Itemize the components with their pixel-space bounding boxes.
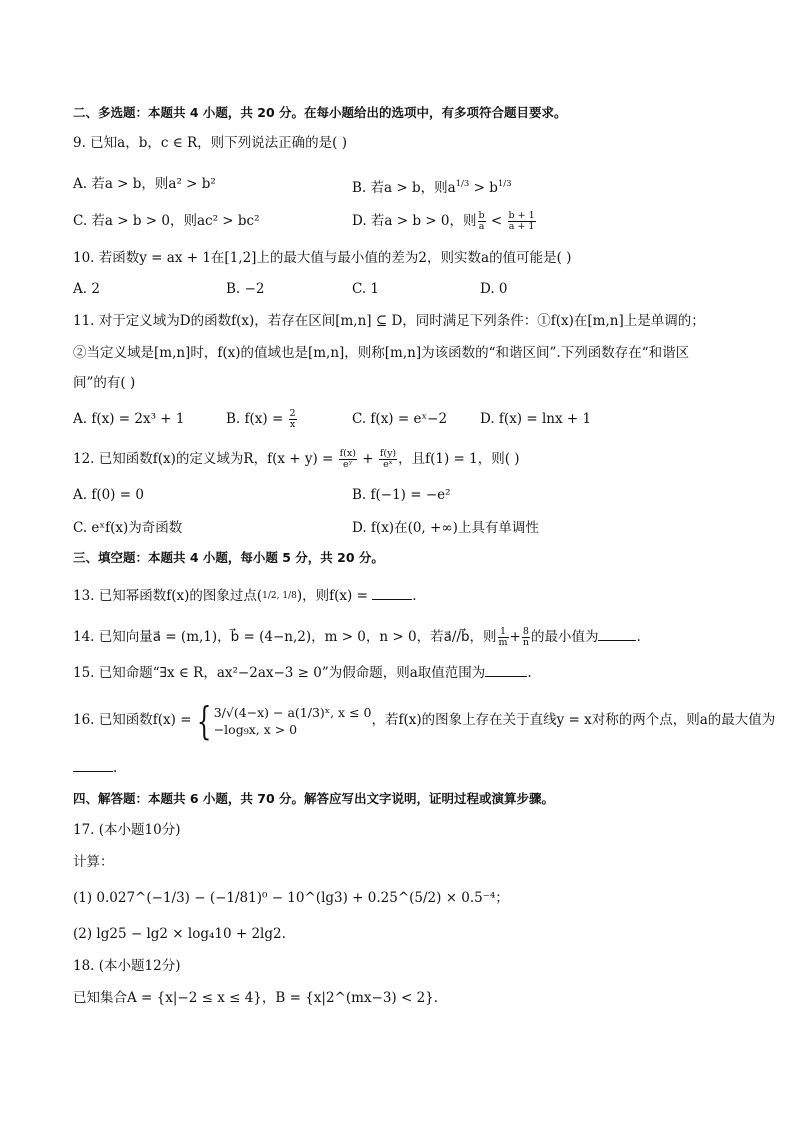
q16-prefix: 16. 已知函数f(x) = [73, 712, 192, 728]
question-12-option-c: C. eˣf(x)为奇函数 [73, 520, 183, 536]
question-12-option-d: D. f(x)在(0, +∞)上具有单调性 [352, 520, 539, 536]
question-10-option-b: B. −2 [226, 281, 265, 297]
section-heading-solutions: 四、解答题：本题共 6 小题，共 70 分。解答应写出文字说明，证明过程或演算步骤。 [73, 791, 555, 806]
q13-suffix: )，则f(x) = [296, 588, 373, 604]
q9-d-prefix: D. 若a > b > 0，则 [352, 213, 477, 229]
q14-fraction-2: $\frac{8}{n}$ [522, 626, 529, 648]
q15-answer-blank[interactable] [485, 663, 527, 677]
question-16-answer-line [73, 758, 734, 778]
question-10-stem: 10. 若函数y = ax + 1在[1,2]上的最大值与最小值的差为2，则实数a的值可能是( ) [73, 250, 572, 266]
question-11-line-1: 11. 对于定义域为D的函数f(x)，若存在区间[m,n] ⊆ D，同时满足下列条件：①f(x)在[m,n]上是单调的； [73, 313, 705, 329]
q14-text: 14. 已知向量a⃗ = (m,1)，b⃗ = (4−n,2)，m > 0，n > 0，若a⃗//b⃗，则 [73, 629, 497, 645]
section-heading-multiple-choice: 二、多选题：本题共 4 小题，共 20 分。在每小题给出的选项中，有多项符合题目要求。 [73, 105, 567, 120]
q14-fraction-1: $\frac{1}{m}$ [498, 626, 508, 648]
question-11-option-c: C. f(x) = eˣ−2 [352, 411, 448, 427]
q16-suffix: ，若f(x)的图象上存在关于直线y = x对称的两个点，则a的最大值为 [371, 712, 776, 728]
q12-fraction-2: $\frac{f(y)}{\text{eˣ}}$ [379, 448, 397, 470]
question-13 [73, 586, 734, 606]
q9-b-prefix: B. 若a > b，则a [352, 180, 456, 196]
q14-answer-blank[interactable] [598, 627, 636, 641]
question-18-title: 18. (本小题12分) [73, 958, 181, 974]
question-9-stem: 9. 已知a，b，c ∈ R，则下列说法正确的是( ) [73, 135, 347, 151]
q13-prefix: 13. 已知幂函数f(x)的图象过点( [73, 588, 263, 604]
section-heading-fill-in: 三、填空题：本题共 4 小题，每小题 5 分，共 20 分。 [73, 550, 384, 565]
question-15 [73, 663, 734, 683]
q9-d-fraction-1: $\frac{b}{a}$ [478, 210, 485, 232]
question-16 [73, 698, 776, 743]
q14-end: . [636, 629, 641, 645]
q11-b-prefix: B. f(x) = [226, 411, 284, 427]
question-10-option-a: A. 2 [73, 281, 100, 297]
q12-stem-b: ，且f(1) = 1，则( ) [398, 451, 520, 467]
q14-plus: + [509, 629, 521, 645]
question-14 [73, 627, 734, 648]
q15-text: 15. 已知命题“∃x ∈ R，ax²−2ax−3 ≥ 0”为假命题，则a取值范围为 [73, 665, 486, 681]
q12-fraction-1: $\frac{f(x)}{\text{eʸ}}$ [339, 448, 356, 470]
question-17-part-1: (1) 0.027^(−1/3) − (−1/81)⁰ − 10^(lg3) + 0.25^(5/2) × 0.5⁻⁴； [73, 890, 509, 906]
question-12-stem [73, 449, 734, 470]
q16-case-1: 3/√(4−x) − a(1/3)ˣ, x ≤ 0 [213, 704, 372, 720]
question-17-intro: 计算： [73, 854, 114, 870]
q16-end: . [113, 760, 118, 776]
q9-b-exp-2: 1/3 [497, 179, 512, 189]
question-9-option-c: C. 若a > b > 0，则ac² > bc² [73, 213, 260, 229]
q13-end: . [412, 588, 417, 604]
q16-cases [214, 704, 372, 738]
question-18-text: 已知集合A = {x|−2 ≤ x ≤ 4}，B = {x|2^(mx−3) < 2}. [73, 990, 439, 1006]
question-9-option-d: D. 若a > b > 0，则 $\frac{b}{a}$ < $\frac{b + 1}{a + 1}$ [352, 210, 535, 232]
question-17-title: 17. (本小题10分) [73, 822, 181, 838]
q11-b-fraction: $\frac{2}{x}$ [289, 408, 296, 430]
question-12-option-a: A. f(0) = 0 [73, 487, 144, 503]
q9-b-exp-1: 1/3 [455, 179, 470, 189]
q9-d-fraction-2: $\frac{b + 1}{a + 1}$ [508, 210, 535, 232]
q13-answer-blank[interactable] [372, 586, 412, 600]
question-9-option-a: A. 若a > b，则a² > b² [73, 176, 216, 192]
question-10-option-d: D. 0 [480, 281, 508, 297]
q16-brace: { [196, 698, 211, 743]
question-11-option-d: D. f(x) = lnx + 1 [480, 411, 592, 427]
question-12-option-b: B. f(−1) = −e² [352, 487, 451, 503]
question-11-line-3: 间”的有( ) [73, 375, 136, 391]
question-11-line-2: ②当定义域是[m,n]时，f(x)的值域也是[m,n]，则称[m,n]为该函数的“和谐区间”.下列函数存在“和谐区 [73, 345, 690, 361]
question-10-option-c: C. 1 [352, 281, 380, 297]
question-11-option-b [226, 409, 298, 430]
q14-suffix: 的最小值为 [530, 629, 599, 645]
question-17-part-2: (2) lg25 − lg2 × log₄10 + 2lg2. [73, 926, 286, 942]
q13-point: 1/2, 1/8 [262, 591, 297, 601]
q12-stem-a: 12. 已知函数f(x)的定义域为R，f(x + y) = [73, 451, 334, 467]
question-11-option-a: A. f(x) = 2x³ + 1 [73, 411, 185, 427]
q9-b-mid: > b [469, 180, 498, 196]
q15-end: . [527, 665, 532, 681]
q12-plus: + [362, 451, 374, 467]
q16-case-2: −log₉x, x > 0 [213, 721, 298, 737]
question-9-option-b [352, 174, 512, 198]
q16-answer-blank[interactable] [73, 758, 113, 772]
